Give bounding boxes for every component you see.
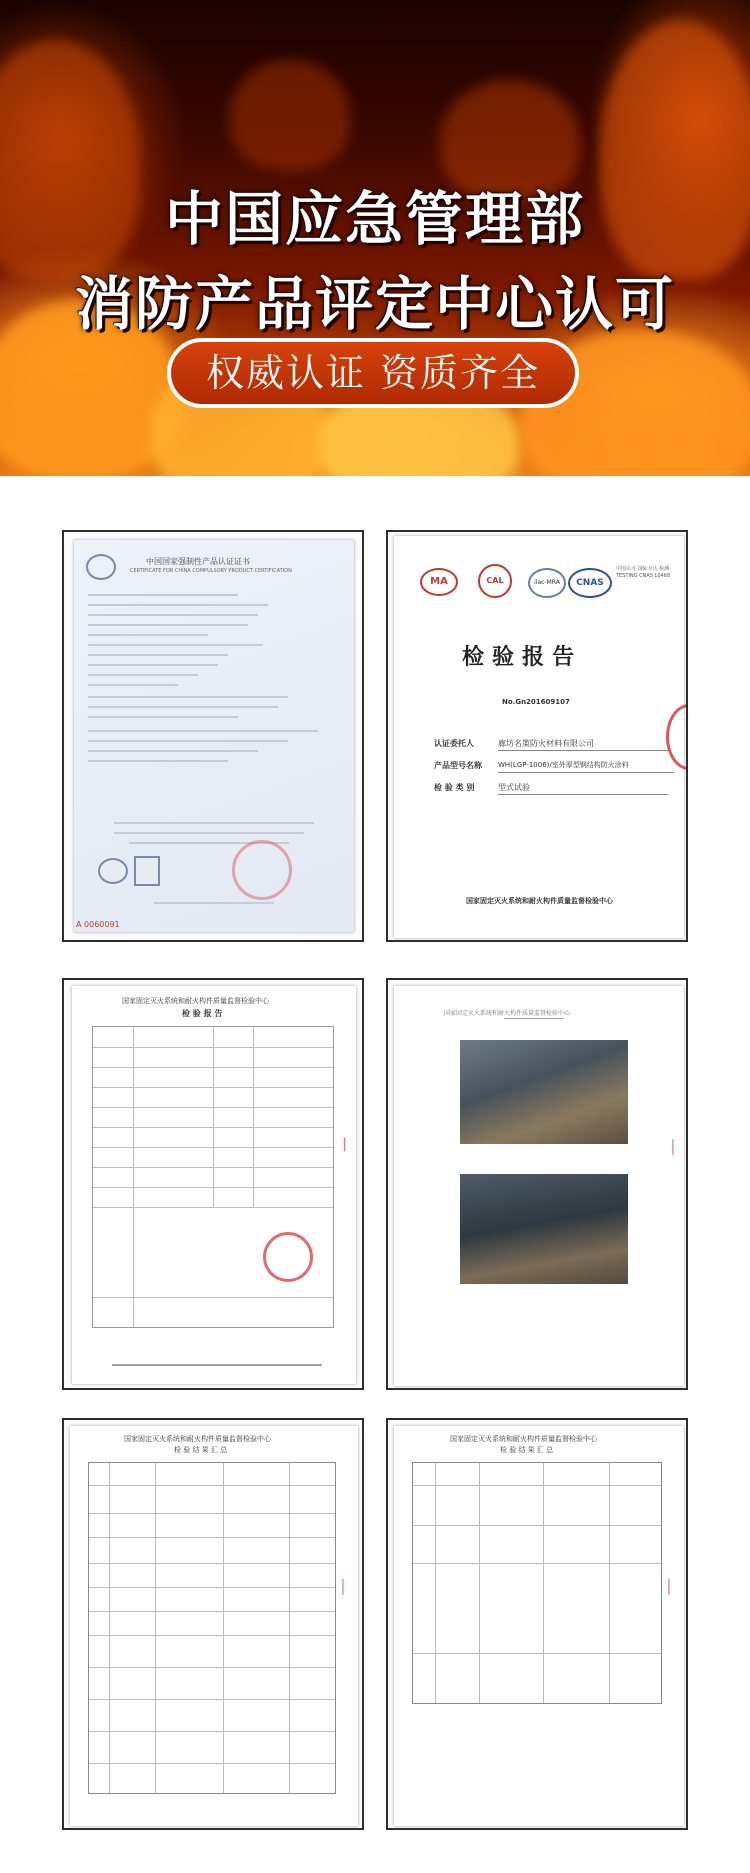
row-line: [413, 1485, 661, 1486]
cal-mark-icon: CAL: [478, 564, 512, 598]
text-line: [88, 664, 218, 666]
test-photos-page-image: [386, 978, 688, 1390]
red-side-mark: |: [666, 1576, 672, 1595]
cnas-seal-logo: [134, 856, 160, 886]
text-line: [88, 750, 258, 752]
summary1-header: 国家固定灭火系统和耐火构件质量监督检验中心: [124, 1435, 271, 1443]
col-line: [435, 1463, 436, 1703]
row-line: [93, 1187, 333, 1188]
inspection-report-form-image: [62, 978, 364, 1390]
report-paper: [394, 536, 684, 938]
report-number: No.Gn201609107: [502, 698, 570, 706]
text-line: [88, 730, 318, 732]
row-line: [89, 1635, 335, 1636]
report-field-label: 产品型号名称: [434, 761, 482, 770]
cnas-mark-icon: CNAS: [568, 568, 612, 598]
red-side-mark: |: [342, 1136, 348, 1152]
fire-banner: [0, 0, 750, 476]
ccc-certificate-image: [62, 530, 364, 942]
row-line: [93, 1067, 333, 1068]
result-summary-page-1-image: [62, 1418, 364, 1830]
row-line: [89, 1587, 335, 1588]
certificate-paper: [74, 540, 354, 932]
text-line: [114, 822, 314, 824]
text-line: [88, 594, 238, 596]
text-line: [88, 604, 268, 606]
report-field-value: 廊坊名策防火材料有限公司: [498, 739, 594, 748]
col-line: [479, 1463, 480, 1703]
summary2-table: [412, 1462, 662, 1704]
row-line: [413, 1525, 661, 1526]
row-line: [93, 1207, 333, 1208]
form-subtitle: 检 验 报 告: [182, 1009, 223, 1018]
text-line: [114, 832, 304, 834]
red-seal-stamp: [263, 1232, 313, 1282]
row-line: [93, 1087, 333, 1088]
summary1-table: [88, 1462, 336, 1794]
summary1-paper: [70, 1426, 358, 1826]
row-line: [89, 1763, 335, 1764]
row-line: [93, 1107, 333, 1108]
form-paper: [72, 986, 356, 1384]
report-field-label: 认证委托人: [434, 739, 474, 748]
row-line: [413, 1563, 661, 1564]
row-line: [413, 1653, 661, 1654]
text-line: [88, 654, 228, 656]
text-line: [88, 684, 178, 686]
authority-badge: 权威认证 资质齐全: [167, 338, 579, 408]
text-line: [88, 634, 208, 636]
fire-test-photo-top: [460, 1040, 628, 1144]
row-line: [93, 1167, 333, 1168]
ma-mark-icon: MA: [420, 568, 458, 596]
text-line: [88, 644, 263, 646]
report-field-value: 型式试验: [498, 783, 530, 792]
row-line: [89, 1513, 335, 1514]
row-line: [93, 1147, 333, 1148]
red-seal-stamp: [666, 704, 688, 770]
red-side-mark: |: [340, 1576, 346, 1595]
summary2-subtitle: 检 验 结 果 汇 总: [500, 1446, 554, 1454]
field-underline: [498, 772, 674, 773]
certificate-header-cn: 中国国家强制性产品认证证书: [146, 557, 250, 566]
result-summary-page-2-image: [386, 1418, 688, 1830]
certificate-header-en: CERTIFICATE FOR CHINA COMPULSORY PRODUCT CERTIFICATION: [130, 568, 292, 574]
row-line: [89, 1699, 335, 1700]
red-side-mark: |: [670, 1136, 676, 1155]
text-line: [88, 716, 238, 718]
summary2-paper: [394, 1426, 684, 1826]
ilac-mra-mark-icon: ilac-MRA: [528, 568, 566, 598]
red-seal-stamp: [232, 840, 292, 900]
report-footer: 国家固定灭火系统和耐火构件质量监督检验中心: [466, 897, 613, 905]
row-line: [89, 1485, 335, 1486]
col-line: [609, 1463, 610, 1703]
text-line: [154, 902, 274, 904]
row-line: [89, 1563, 335, 1564]
handwritten-signature: [112, 1338, 322, 1366]
row-line: [93, 1127, 333, 1128]
cnas-caption: 中国认可 国际互认 检测 TESTING CNAS L0468: [616, 566, 671, 579]
header-line: [504, 1018, 564, 1019]
row-line: [89, 1731, 335, 1732]
report-field-label: 检 验 类 别: [434, 783, 475, 792]
field-underline: [498, 794, 668, 795]
field-underline: [498, 750, 668, 751]
row-line: [89, 1667, 335, 1668]
certificate-serial-number: A 0060091: [76, 920, 120, 929]
col-line: [133, 1027, 134, 1207]
photos-paper: [394, 986, 684, 1386]
banner-title-line1: 中国应急管理部: [164, 185, 585, 253]
ccc-seal-logo: [98, 858, 128, 884]
col-line: [133, 1207, 134, 1327]
form-table: [92, 1026, 334, 1328]
report-title: 检验报告: [462, 644, 583, 670]
col-line: [253, 1027, 254, 1207]
row-line: [93, 1297, 333, 1298]
text-line: [88, 696, 288, 698]
col-line: [213, 1027, 214, 1207]
text-line: [88, 706, 278, 708]
form-header: 国家固定灭火系统和耐火构件质量监督检验中心: [122, 997, 269, 1005]
fire-test-photo-bottom: [460, 1174, 628, 1284]
text-line: [88, 624, 248, 626]
text-line: [88, 760, 228, 762]
summary2-header: 国家固定灭火系统和耐火构件质量监督检验中心: [450, 1435, 597, 1443]
row-line: [89, 1537, 335, 1538]
flame-shape: [230, 60, 350, 170]
summary1-subtitle: 检 验 结 果 汇 总: [174, 1446, 228, 1454]
text-line: [88, 614, 258, 616]
row-line: [89, 1611, 335, 1612]
col-line: [543, 1463, 544, 1703]
inspection-report-cover-image: [386, 530, 688, 942]
text-line: [88, 740, 288, 742]
ccc-logo: [86, 554, 116, 580]
report-field-value: WH(LGP-1006)/室外厚型钢结构防火涂料: [498, 761, 629, 769]
text-line: [88, 674, 198, 676]
row-line: [93, 1047, 333, 1048]
banner-title-line2: 消防产品评定中心认可: [74, 270, 675, 338]
photos-header: 国家固定灭火系统和耐火构件质量监督检验中心: [444, 1010, 571, 1017]
